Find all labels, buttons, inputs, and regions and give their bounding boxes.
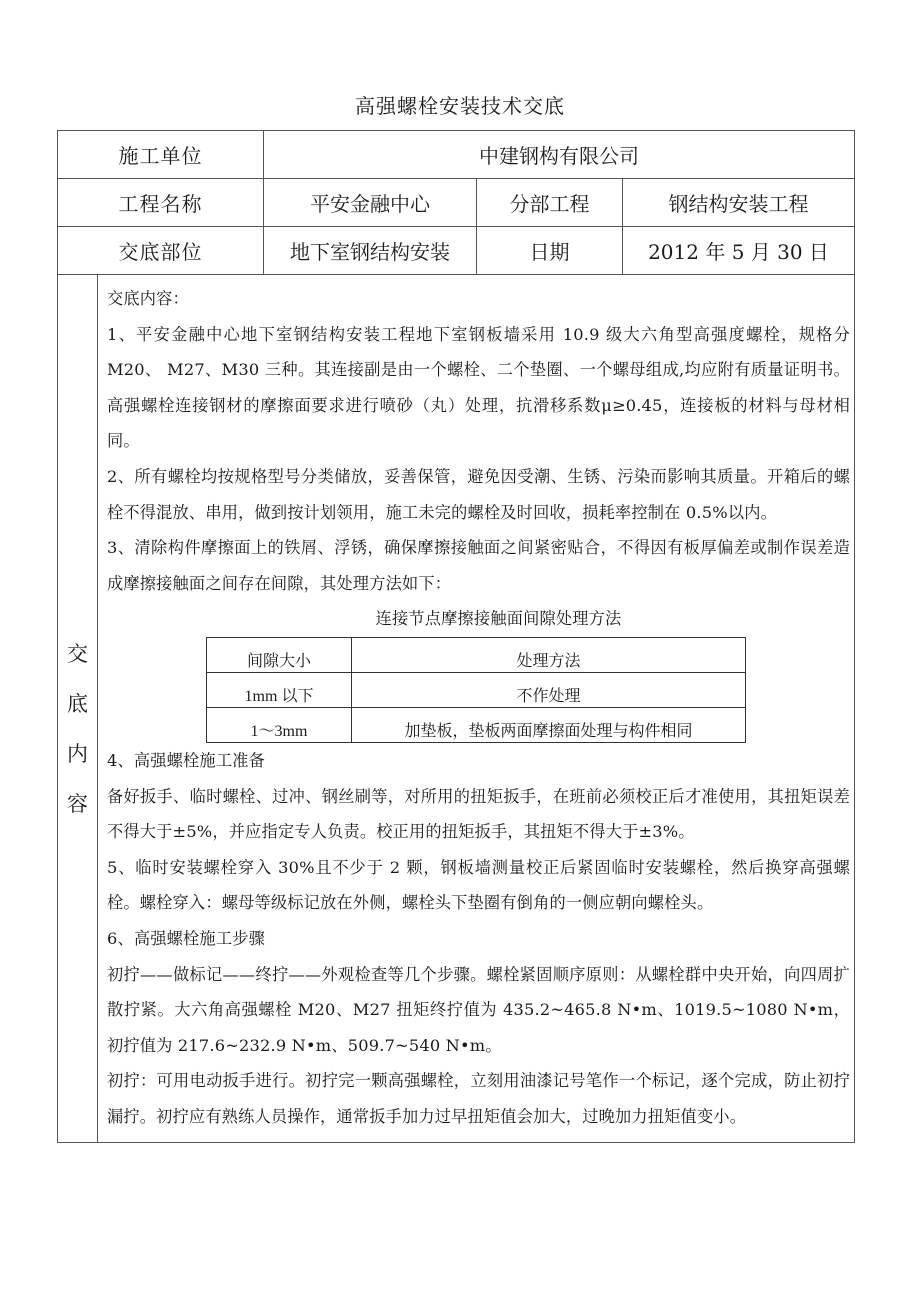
gap-table-header: 间隙大小 (207, 637, 352, 672)
side-label-char: 交 (67, 641, 88, 666)
paragraph-1: 1、平安金融中心地下室钢结构安装工程地下室钢板墙采用 10.9 级大六角型高强度螺栓，规格分 M20、 M27、M30 三种。其连接副是由一个螺栓、二个垫圈、一个螺母组成,均应附有质量证明书。高强螺栓连接钢材的摩擦面要求进行喷砂（丸）处理，抗滑移系数μ≥0.45，连接板的材料与母材相同。 (107, 324, 851, 451)
treatment-cell: 加垫板，垫板两面摩擦面处理与构件相同 (352, 707, 746, 742)
date-value: 2012 年 5 月 30 日 (623, 227, 855, 275)
gap-table-title: 连接节点摩擦接触面间隙处理方法 (375, 609, 622, 629)
paragraph-6-title: 6、高强螺栓施工步骤 (107, 928, 265, 948)
date-label: 日期 (477, 227, 623, 275)
construction-unit-value: 中建钢构有限公司 (264, 131, 855, 179)
paragraph-5: 5、临时安装螺栓穿入 30%且不少于 2 颗，钢板墙测量校正后紧固临时安装螺栓，然后换穿高强螺栓。螺栓穿入：螺母等级标记放在外侧，螺栓头下垫圈有倒角的一侧应朝向螺栓头。 (107, 857, 851, 913)
gap-table-header: 处理方法 (352, 637, 746, 672)
paragraph-7: 初拧：可用电动扳手进行。初拧完一颗高强螺栓，立刻用油漆记号笔作一个标记，逐个完成，防止初拧漏拧。初拧应有熟练人员操作，通常扳手加力过早扭矩值会加大，过晚加力扭矩值变小。 (107, 1071, 851, 1126)
gap-table-row (207, 707, 746, 742)
row-project-name (58, 179, 855, 227)
construction-unit-label: 施工单位 (58, 131, 264, 179)
row-location (58, 227, 855, 275)
gap-size-cell: 1～3mm (207, 707, 352, 742)
paragraph-6: 初拧——做标记——终拧——外观检查等几个步骤。螺栓紧固顺序原则：从螺栓群中央开始，向四周扩散拧紧。大六角高强螺栓 M20、M27 扭矩终拧值为 435.2~465.8 N•m、1019.5~1080 N•m，初拧值为 217.6~232.9 N•m、509.7~540 N•m。 (107, 964, 851, 1055)
location-label: 交底部位 (58, 227, 264, 275)
paragraph-4: 备好扳手、临时螺栓、过冲、钢丝刷等，对所用的扭矩扳手，在班前必须校正后才准使用，其扭矩误差不得大于±5%，并应指定专人负责。校正用的扭矩扳手，其扭矩不得大于±3%。 (107, 786, 851, 842)
paragraph-3: 3、清除构件摩擦面上的铁屑、浮锈，确保摩擦接触面之间紧密贴合，不得因有板厚偏差或制作误差造成摩擦接触面之间存在间隙，其处理方法如下： (107, 538, 851, 593)
gap-table-row (207, 672, 746, 707)
document-title: 高强螺栓安装技术交底 (355, 94, 565, 118)
side-label-char: 底 (67, 691, 88, 716)
side-label-char: 容 (67, 791, 88, 816)
gap-size-cell: 1mm 以下 (207, 672, 352, 707)
paragraph-4-title: 4、高强螺栓施工准备 (107, 750, 265, 770)
side-label-char: 内 (67, 741, 88, 766)
project-name-value: 平安金融中心 (264, 179, 477, 227)
row-construction-unit (58, 131, 855, 179)
sub-project-value: 钢结构安装工程 (623, 179, 855, 227)
sub-project-label: 分部工程 (477, 179, 623, 227)
gap-treatment-table (206, 637, 746, 743)
content-side-label (58, 275, 98, 1143)
disclosure-table (57, 130, 855, 1143)
gap-table-header-row (207, 637, 746, 672)
location-value: 地下室钢结构安装 (264, 227, 477, 275)
project-name-label: 工程名称 (58, 179, 264, 227)
content-intro: 交底内容： (107, 289, 189, 308)
content-body (98, 275, 855, 1143)
treatment-cell: 不作处理 (352, 672, 746, 707)
row-content (58, 275, 855, 1143)
paragraph-2: 2、所有螺栓均按规格型号分类储放，妥善保管，避免因受潮、生锈、污染而影响其质量。开箱后的螺栓不得混放、串用，做到按计划领用，施工未完的螺栓及时回收，损耗率控制在 0.5%以内。 (107, 466, 851, 522)
